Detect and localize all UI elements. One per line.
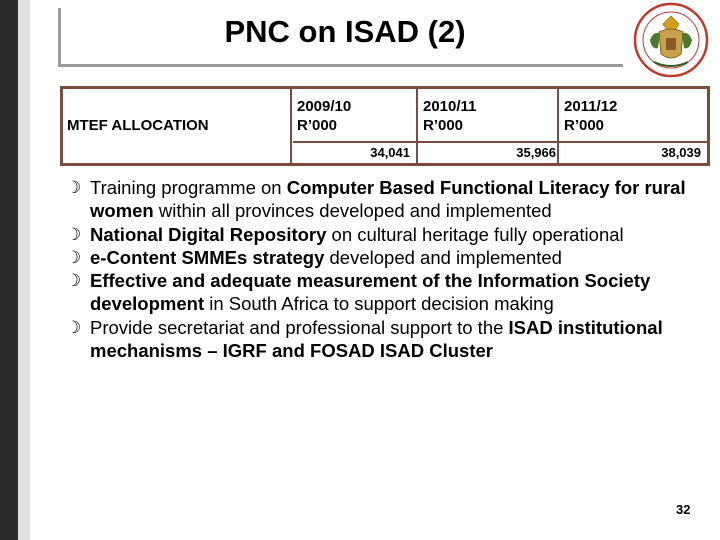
bullet-text [90, 269, 716, 316]
table-divider [557, 89, 559, 163]
left-decor-bar-light [18, 0, 30, 540]
text-run: in South Africa to support decision making [204, 293, 554, 315]
bullet-moon-icon: ☽ [66, 247, 82, 267]
column-unit: R’000 [423, 117, 464, 134]
coat-of-arms-icon [632, 0, 710, 80]
table-cell-value: 34,041 [370, 145, 410, 160]
column-year: 2009/10 [297, 98, 352, 115]
bullet-item [66, 269, 716, 316]
bullet-text [90, 223, 716, 246]
column-year: 2011/12 [564, 98, 618, 115]
table-cell-value: 38,039 [661, 145, 701, 160]
text-run: within all provinces developed and implemented [153, 200, 552, 222]
text-run-bold: Effective and adequate measurement of the Information Society development [90, 270, 651, 315]
table-divider [416, 89, 418, 163]
bullet-text [90, 316, 716, 363]
column-unit: R’000 [564, 117, 605, 134]
bullet-item [66, 246, 716, 269]
column-header-2009 [297, 97, 351, 135]
text-run: developed and implemented [324, 246, 562, 268]
column-header-2010 [423, 97, 476, 135]
left-decor-bar [0, 0, 18, 540]
bullet-item [66, 316, 716, 363]
slide-title: PNC on ISAD (2) [224, 14, 466, 49]
table-row-divider [293, 141, 707, 143]
text-run: on cultural heritage fully operational [326, 223, 624, 245]
text-run-bold: Computer Based Functional Literacy for rural women [90, 177, 686, 222]
table-cell-value: 35,966 [516, 145, 556, 160]
bullet-list [66, 176, 716, 362]
bullet-text [90, 176, 716, 223]
text-run: Training programme on [90, 177, 287, 198]
text-run-bold: ISAD institutional mechanisms – IGRF and FOSAD ISAD Cluster [90, 316, 663, 362]
text-run: Provide secretariat and professional support to the [90, 316, 509, 338]
bullet-moon-icon: ☽ [66, 317, 82, 337]
column-unit: R’000 [297, 117, 338, 134]
bullet-text [90, 246, 716, 269]
mtef-allocation-table [60, 86, 710, 166]
table-row-label: MTEF ALLOCATION [67, 117, 209, 134]
page-number: 32 [676, 502, 691, 517]
column-header-2011 [564, 97, 617, 135]
text-run-bold: National Digital Repository [90, 223, 327, 245]
bullet-item [66, 223, 716, 246]
bullet-item [66, 176, 716, 223]
bullet-moon-icon: ☽ [66, 224, 82, 244]
bullet-moon-icon: ☽ [66, 178, 82, 197]
text-run-bold: e-Content SMMEs strategy [90, 246, 325, 268]
column-year: 2010/11 [423, 98, 477, 115]
bullet-moon-icon: ☽ [66, 271, 82, 291]
